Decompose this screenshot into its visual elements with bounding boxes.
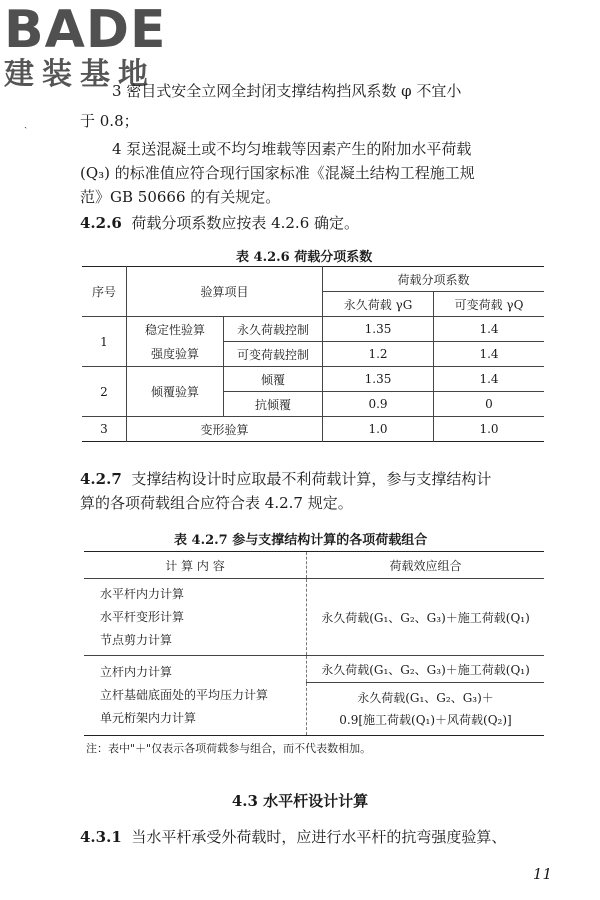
row1-sub1-perm: 1.35 [323, 317, 434, 342]
group2-comb1: 永久荷载(G₁、G₂、G₃)＋施工荷载(Q₁) [307, 656, 545, 683]
group2-content [84, 656, 307, 736]
group1-content [84, 579, 307, 656]
row2-sub1: 倾覆 [224, 367, 323, 392]
table2-caption: 表 4.2.7 参与支撑结构计算的各项荷载组合 [174, 533, 428, 548]
header-comb: 荷载效应组合 [307, 552, 545, 579]
row1-item-b: 强度验算 [150, 346, 199, 361]
row1-sub2-var: 1.4 [434, 342, 545, 367]
row1-item-a: 稳定性验算 [144, 322, 205, 337]
load-factor-table [82, 266, 544, 442]
group2-item: 立杆内力计算 [100, 665, 173, 679]
group2-item: 单元桁架内力计算 [100, 711, 197, 725]
table1-caption: 表 4.2.6 荷载分项系数 [236, 250, 373, 265]
watermark-logo [4, 0, 204, 92]
row3-item: 变形验算 [127, 417, 323, 442]
row1-sub2-perm: 1.2 [323, 342, 434, 367]
load-combination-table [84, 551, 544, 736]
row2-no: 2 [82, 367, 127, 417]
row1-sub1-var: 1.4 [434, 317, 545, 342]
header-coef: 荷载分项系数 [323, 267, 545, 292]
para-3-line1: 3 密目式安全立网全封闭支撑结构挡风系数 φ 不宜小 [112, 82, 462, 100]
clause-number: 4.2.7 [80, 470, 122, 488]
clause-4-2-6 [80, 212, 359, 234]
para-4-line1: 4 泵送混凝土或不均匀堆载等因素产生的附加水平荷载 [112, 140, 472, 158]
clause-4-2-7-line2: 算的各项荷载组合应符合表 4.2.7 规定。 [80, 494, 353, 512]
header-var: 可变荷载 γQ [434, 292, 545, 317]
clause-4-2-7-line1 [80, 468, 491, 490]
row2-sub2-perm: 0.9 [323, 392, 434, 417]
row1-sub2: 可变荷载控制 [224, 342, 323, 367]
row1-no: 1 [82, 317, 127, 367]
clause-number: 4.3.1 [80, 828, 122, 846]
group2-comb2-line2: 0.9[施工荷载(Q₁)＋风荷载(Q₂)] [339, 713, 512, 727]
group2-comb2 [307, 683, 545, 736]
clause-text: 当水平杆承受外荷载时，应进行水平杆的抗弯强度验算、 [131, 828, 507, 846]
header-item: 验算项目 [127, 267, 323, 317]
row1-sub1: 永久荷载控制 [224, 317, 323, 342]
row3-perm: 1.0 [323, 417, 434, 442]
row2-sub1-var: 1.4 [434, 367, 545, 392]
logo-subtitle: 建装基地 [4, 57, 156, 92]
group1-comb: 永久荷载(G₁、G₂、G₃)＋施工荷载(Q₁) [307, 579, 545, 656]
para-3-line2: 于 0.8； [80, 112, 139, 130]
group1-item: 节点剪力计算 [100, 632, 173, 647]
clause-text: 支撑结构设计时应取最不利荷载计算，参与支撑结构计 [131, 470, 492, 488]
row2-sub2: 抗倾覆 [224, 392, 323, 417]
row2-item: 倾覆验算 [127, 367, 224, 417]
header-calc: 计 算 内 容 [165, 558, 225, 573]
table-note: 注：表中"＋"仅表示各项荷载参与组合，而不代表数相加。 [86, 742, 372, 755]
clause-text: 荷载分项系数应按表 4.2.6 确定。 [131, 214, 360, 232]
row2-sub1-perm: 1.35 [323, 367, 434, 392]
clause-4-3-1 [80, 826, 506, 848]
stray-mark: ˏ [24, 118, 28, 129]
section-heading: 4.3 水平杆设计计算 [231, 792, 369, 810]
clause-number: 4.2.6 [80, 214, 122, 232]
header-no: 序号 [91, 285, 116, 299]
para-4-line3: 范》GB 50666 的有关规定。 [80, 188, 281, 206]
group2-item: 立杆基础底面处的平均压力计算 [100, 688, 269, 702]
header-perm: 永久荷载 γG [323, 292, 434, 317]
group2-comb2-line1: 永久荷载(G₁、G₂、G₃)＋ [357, 691, 494, 705]
group1-item: 水平杆变形计算 [100, 609, 185, 624]
group1-item: 水平杆内力计算 [100, 586, 185, 601]
row3-no: 3 [82, 417, 127, 442]
logo-wordmark: BADE [4, 0, 167, 60]
row2-sub2-var: 0 [434, 392, 545, 417]
para-4-line2: (Q₃) 的标准值应符合现行国家标准《混凝土结构工程施工规 [80, 164, 475, 182]
page-number: 11 [532, 865, 552, 883]
row3-var: 1.0 [434, 417, 545, 442]
row1-item [127, 317, 224, 367]
